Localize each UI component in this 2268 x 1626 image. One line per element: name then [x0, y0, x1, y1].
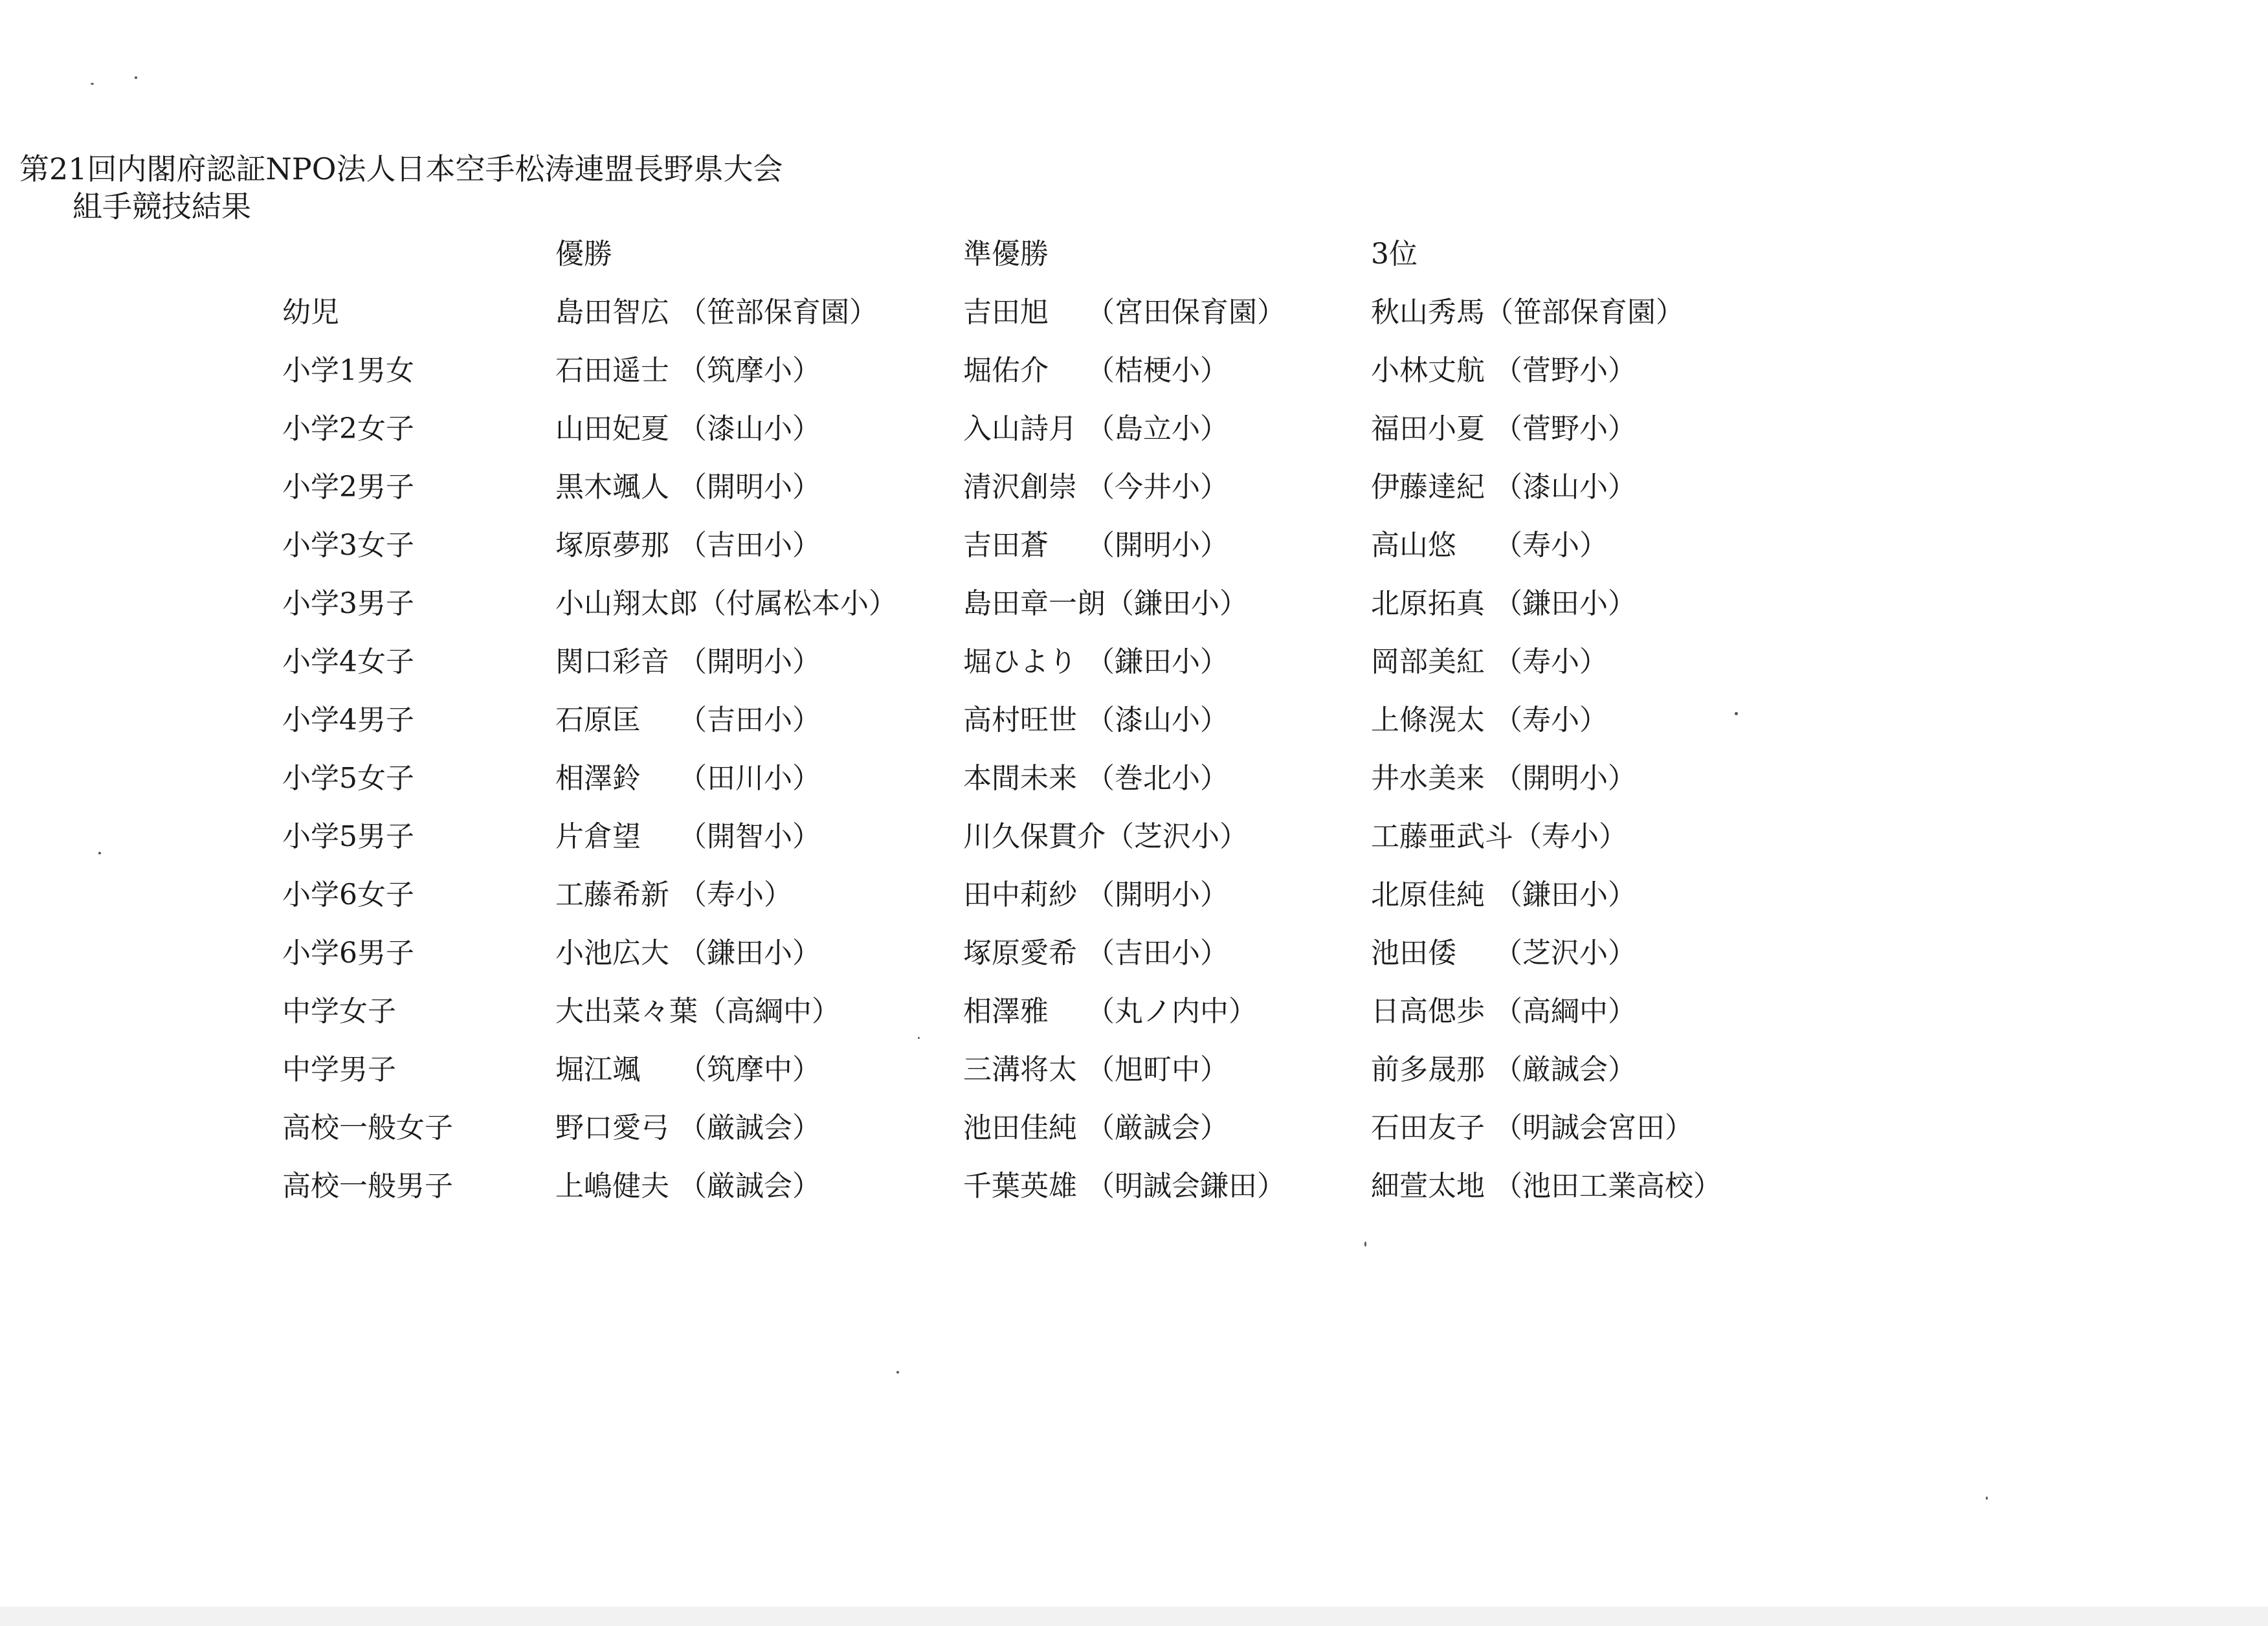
category-label: 小学6男子 — [282, 937, 414, 970]
first-place-entry: 工藤希新 （寿小） — [555, 878, 792, 911]
second-place-entry: 三溝将太 （旭町中） — [963, 1053, 1228, 1086]
scan-speck — [1735, 712, 1738, 715]
category-label: 小学4女子 — [282, 645, 414, 678]
header-first-place: 優勝 — [555, 238, 612, 271]
result-row — [0, 930, 2268, 988]
first-place-entry: 石原匡 （吉田小） — [555, 704, 821, 737]
first-place-entry: 相澤鈴 （田川小） — [555, 762, 821, 795]
third-place-entry: 工藤亜武斗（寿小） — [1371, 820, 1627, 853]
third-place-entry: 高山悠 （寿小） — [1371, 529, 1608, 562]
second-place-entry: 相澤雅 （丸ノ内中） — [963, 995, 1257, 1028]
category-label: 小学3女子 — [282, 529, 414, 562]
third-place-entry: 日高偲歩 （高綱中） — [1371, 995, 1636, 1028]
result-row — [0, 988, 2268, 1046]
category-label: 中学女子 — [282, 995, 396, 1028]
result-row — [0, 289, 2268, 347]
third-place-entry: 池田倭 （芝沢小） — [1371, 937, 1636, 970]
category-label: 幼児 — [282, 296, 339, 329]
third-place-entry: 井水美来 （開明小） — [1371, 762, 1636, 795]
third-place-entry: 北原佳純 （鎌田小） — [1371, 878, 1636, 911]
first-place-entry: 小山翔太郎（付属松本小） — [555, 587, 897, 620]
second-place-entry: 吉田蒼 （開明小） — [963, 529, 1228, 562]
second-place-entry: 本間未来 （巻北小） — [963, 762, 1228, 795]
result-row — [0, 1163, 2268, 1221]
second-place-entry: 高村旺世 （漆山小） — [963, 704, 1228, 737]
third-place-entry: 伊藤達紀 （漆山小） — [1371, 471, 1636, 504]
second-place-entry: 入山詩月 （島立小） — [963, 412, 1228, 445]
first-place-entry: 黒木颯人 （開明小） — [555, 471, 821, 504]
category-label: 小学5女子 — [282, 762, 414, 795]
result-row — [0, 813, 2268, 871]
result-row — [0, 638, 2268, 696]
category-label: 中学男子 — [282, 1053, 396, 1086]
third-place-entry: 秋山秀馬（笹部保育園） — [1371, 296, 1684, 329]
scan-speck — [1986, 1497, 1988, 1500]
first-place-entry: 小池広大 （鎌田小） — [555, 937, 821, 970]
document-subtitle: 組手競技結果 — [72, 189, 251, 224]
first-place-entry: 塚原夢那 （吉田小） — [555, 529, 821, 562]
result-row — [0, 463, 2268, 522]
second-place-entry: 島田章一朗（鎌田小） — [963, 587, 1248, 620]
first-place-entry: 大出菜々葉（高綱中） — [555, 995, 840, 1028]
second-place-entry: 池田佳純 （厳誠会） — [963, 1111, 1228, 1144]
third-place-entry: 福田小夏 （菅野小） — [1371, 412, 1636, 445]
scan-speck — [1364, 1242, 1366, 1247]
header-third-place: 3位 — [1371, 238, 1418, 271]
scan-speck — [896, 1371, 899, 1374]
first-place-entry: 野口愛弓 （厳誠会） — [555, 1111, 821, 1144]
second-place-entry: 田中莉紗 （開明小） — [963, 878, 1228, 911]
first-place-entry: 上嶋健夫 （厳誠会） — [555, 1170, 821, 1203]
first-place-entry: 片倉望 （開智小） — [555, 820, 821, 853]
category-label: 小学4男子 — [282, 704, 414, 737]
category-label: 高校一般女子 — [282, 1111, 453, 1144]
second-place-entry: 吉田旭 （宮田保育園） — [963, 296, 1285, 329]
category-label: 小学6女子 — [282, 878, 414, 911]
first-place-entry: 堀江颯 （筑摩中） — [555, 1053, 821, 1086]
scan-speck — [135, 76, 137, 79]
second-place-entry: 清沢創崇 （今井小） — [963, 471, 1228, 504]
result-row — [0, 580, 2268, 638]
header-second-place: 準優勝 — [963, 238, 1049, 271]
first-place-entry: 島田智広 （笹部保育園） — [555, 296, 878, 329]
third-place-entry: 小林丈航 （菅野小） — [1371, 354, 1636, 387]
category-label: 小学5男子 — [282, 820, 414, 853]
scan-speck — [98, 852, 101, 854]
result-row — [0, 405, 2268, 463]
second-place-entry: 堀ひより （鎌田小） — [963, 645, 1228, 678]
second-place-entry: 塚原愛希 （吉田小） — [963, 937, 1228, 970]
first-place-entry: 関口彩音 （開明小） — [555, 645, 821, 678]
scan-speck — [918, 1037, 920, 1039]
scan-speck — [91, 83, 94, 85]
second-place-entry: 川久保貫介（芝沢小） — [963, 820, 1248, 853]
first-place-entry: 山田妃夏 （漆山小） — [555, 412, 821, 445]
third-place-entry: 岡部美紅 （寿小） — [1371, 645, 1608, 678]
second-place-entry: 千葉英雄 （明誠会鎌田） — [963, 1170, 1285, 1203]
category-label: 小学2女子 — [282, 412, 414, 445]
result-row — [0, 696, 2268, 755]
result-row — [0, 871, 2268, 930]
category-label: 小学2男子 — [282, 471, 414, 504]
category-label: 小学3男子 — [282, 587, 414, 620]
third-place-entry: 上條滉太 （寿小） — [1371, 704, 1608, 737]
result-row — [0, 755, 2268, 813]
first-place-entry: 石田遥士 （筑摩小） — [555, 354, 821, 387]
third-place-entry: 北原拓真 （鎌田小） — [1371, 587, 1636, 620]
scan-bottom-edge — [0, 1607, 2268, 1626]
category-label: 高校一般男子 — [282, 1170, 453, 1203]
result-row — [0, 1104, 2268, 1163]
result-row — [0, 1046, 2268, 1104]
third-place-entry: 前多晟那 （厳誠会） — [1371, 1053, 1636, 1086]
third-place-entry: 石田友子 （明誠会宮田） — [1371, 1111, 1693, 1144]
category-label: 小学1男女 — [282, 354, 414, 387]
result-row — [0, 347, 2268, 405]
result-row — [0, 522, 2268, 580]
second-place-entry: 堀佑介 （桔梗小） — [963, 354, 1228, 387]
third-place-entry: 細萱太地 （池田工業高校） — [1371, 1170, 1722, 1203]
document-title: 第21回内閣府認証NPO法人日本空手松涛連盟長野県大会 — [19, 151, 783, 186]
